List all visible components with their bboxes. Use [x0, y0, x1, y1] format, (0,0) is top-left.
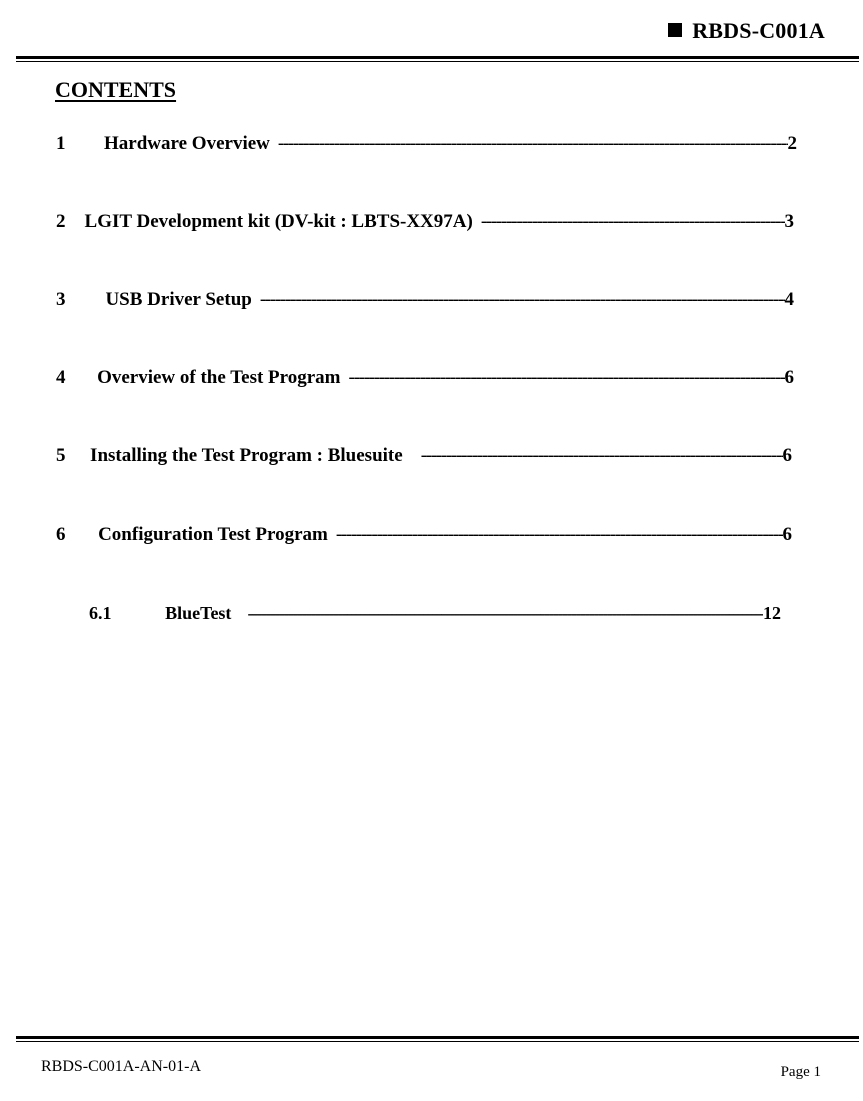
toc-page: 2	[787, 133, 797, 154]
toc-page: 3	[784, 211, 794, 232]
toc-leader	[473, 211, 785, 233]
toc-leader	[341, 367, 785, 389]
toc-entry-1[interactable]	[56, 133, 797, 155]
toc-leader	[231, 603, 763, 624]
toc-number: 6	[56, 524, 66, 545]
toc-title: USB Driver Setup	[105, 289, 252, 310]
toc-entry-5[interactable]	[56, 445, 792, 467]
toc-leader	[270, 133, 788, 155]
toc-title: Installing the Test Program : Bluesuite	[90, 445, 403, 466]
footer-rule	[16, 1036, 859, 1042]
toc-number: 1	[56, 133, 66, 154]
header-rule	[16, 56, 859, 62]
toc-entry-2[interactable]	[56, 211, 794, 233]
document-header	[668, 18, 825, 44]
toc-page: 4	[784, 289, 794, 310]
toc-page: 6	[784, 367, 794, 388]
toc-page: 12	[763, 603, 781, 623]
toc-title: Hardware Overview	[104, 133, 270, 154]
toc-title: BlueTest	[165, 603, 232, 623]
toc-leader	[252, 289, 785, 311]
document-id: RBDS-C001A	[692, 18, 825, 43]
toc-leader	[403, 445, 783, 467]
square-bullet-icon	[668, 23, 682, 37]
toc-number: 6.1	[89, 603, 112, 623]
toc-page: 6	[782, 445, 792, 466]
toc-leader	[328, 524, 783, 546]
toc-number: 4	[56, 367, 66, 388]
toc-title: Overview of the Test Program	[97, 367, 341, 388]
toc-page: 6	[782, 524, 792, 545]
toc-number: 2	[56, 211, 66, 232]
toc-entry-3[interactable]	[56, 289, 794, 311]
toc-entry-4[interactable]	[56, 367, 794, 389]
toc-number: 3	[56, 289, 66, 310]
toc-entry-6-1[interactable]	[89, 603, 781, 624]
contents-heading: CONTENTS	[55, 77, 177, 102]
footer-document-code: RBDS-C001A-AN-01-A	[41, 1058, 201, 1075]
toc-number: 5	[56, 445, 66, 466]
footer-page-number: Page 1	[780, 1064, 821, 1080]
toc-title: Configuration Test Program	[98, 524, 328, 545]
toc-entry-6[interactable]	[56, 524, 792, 546]
toc-title: LGIT Development kit (DV-kit : LBTS-XX97A)	[84, 211, 473, 232]
